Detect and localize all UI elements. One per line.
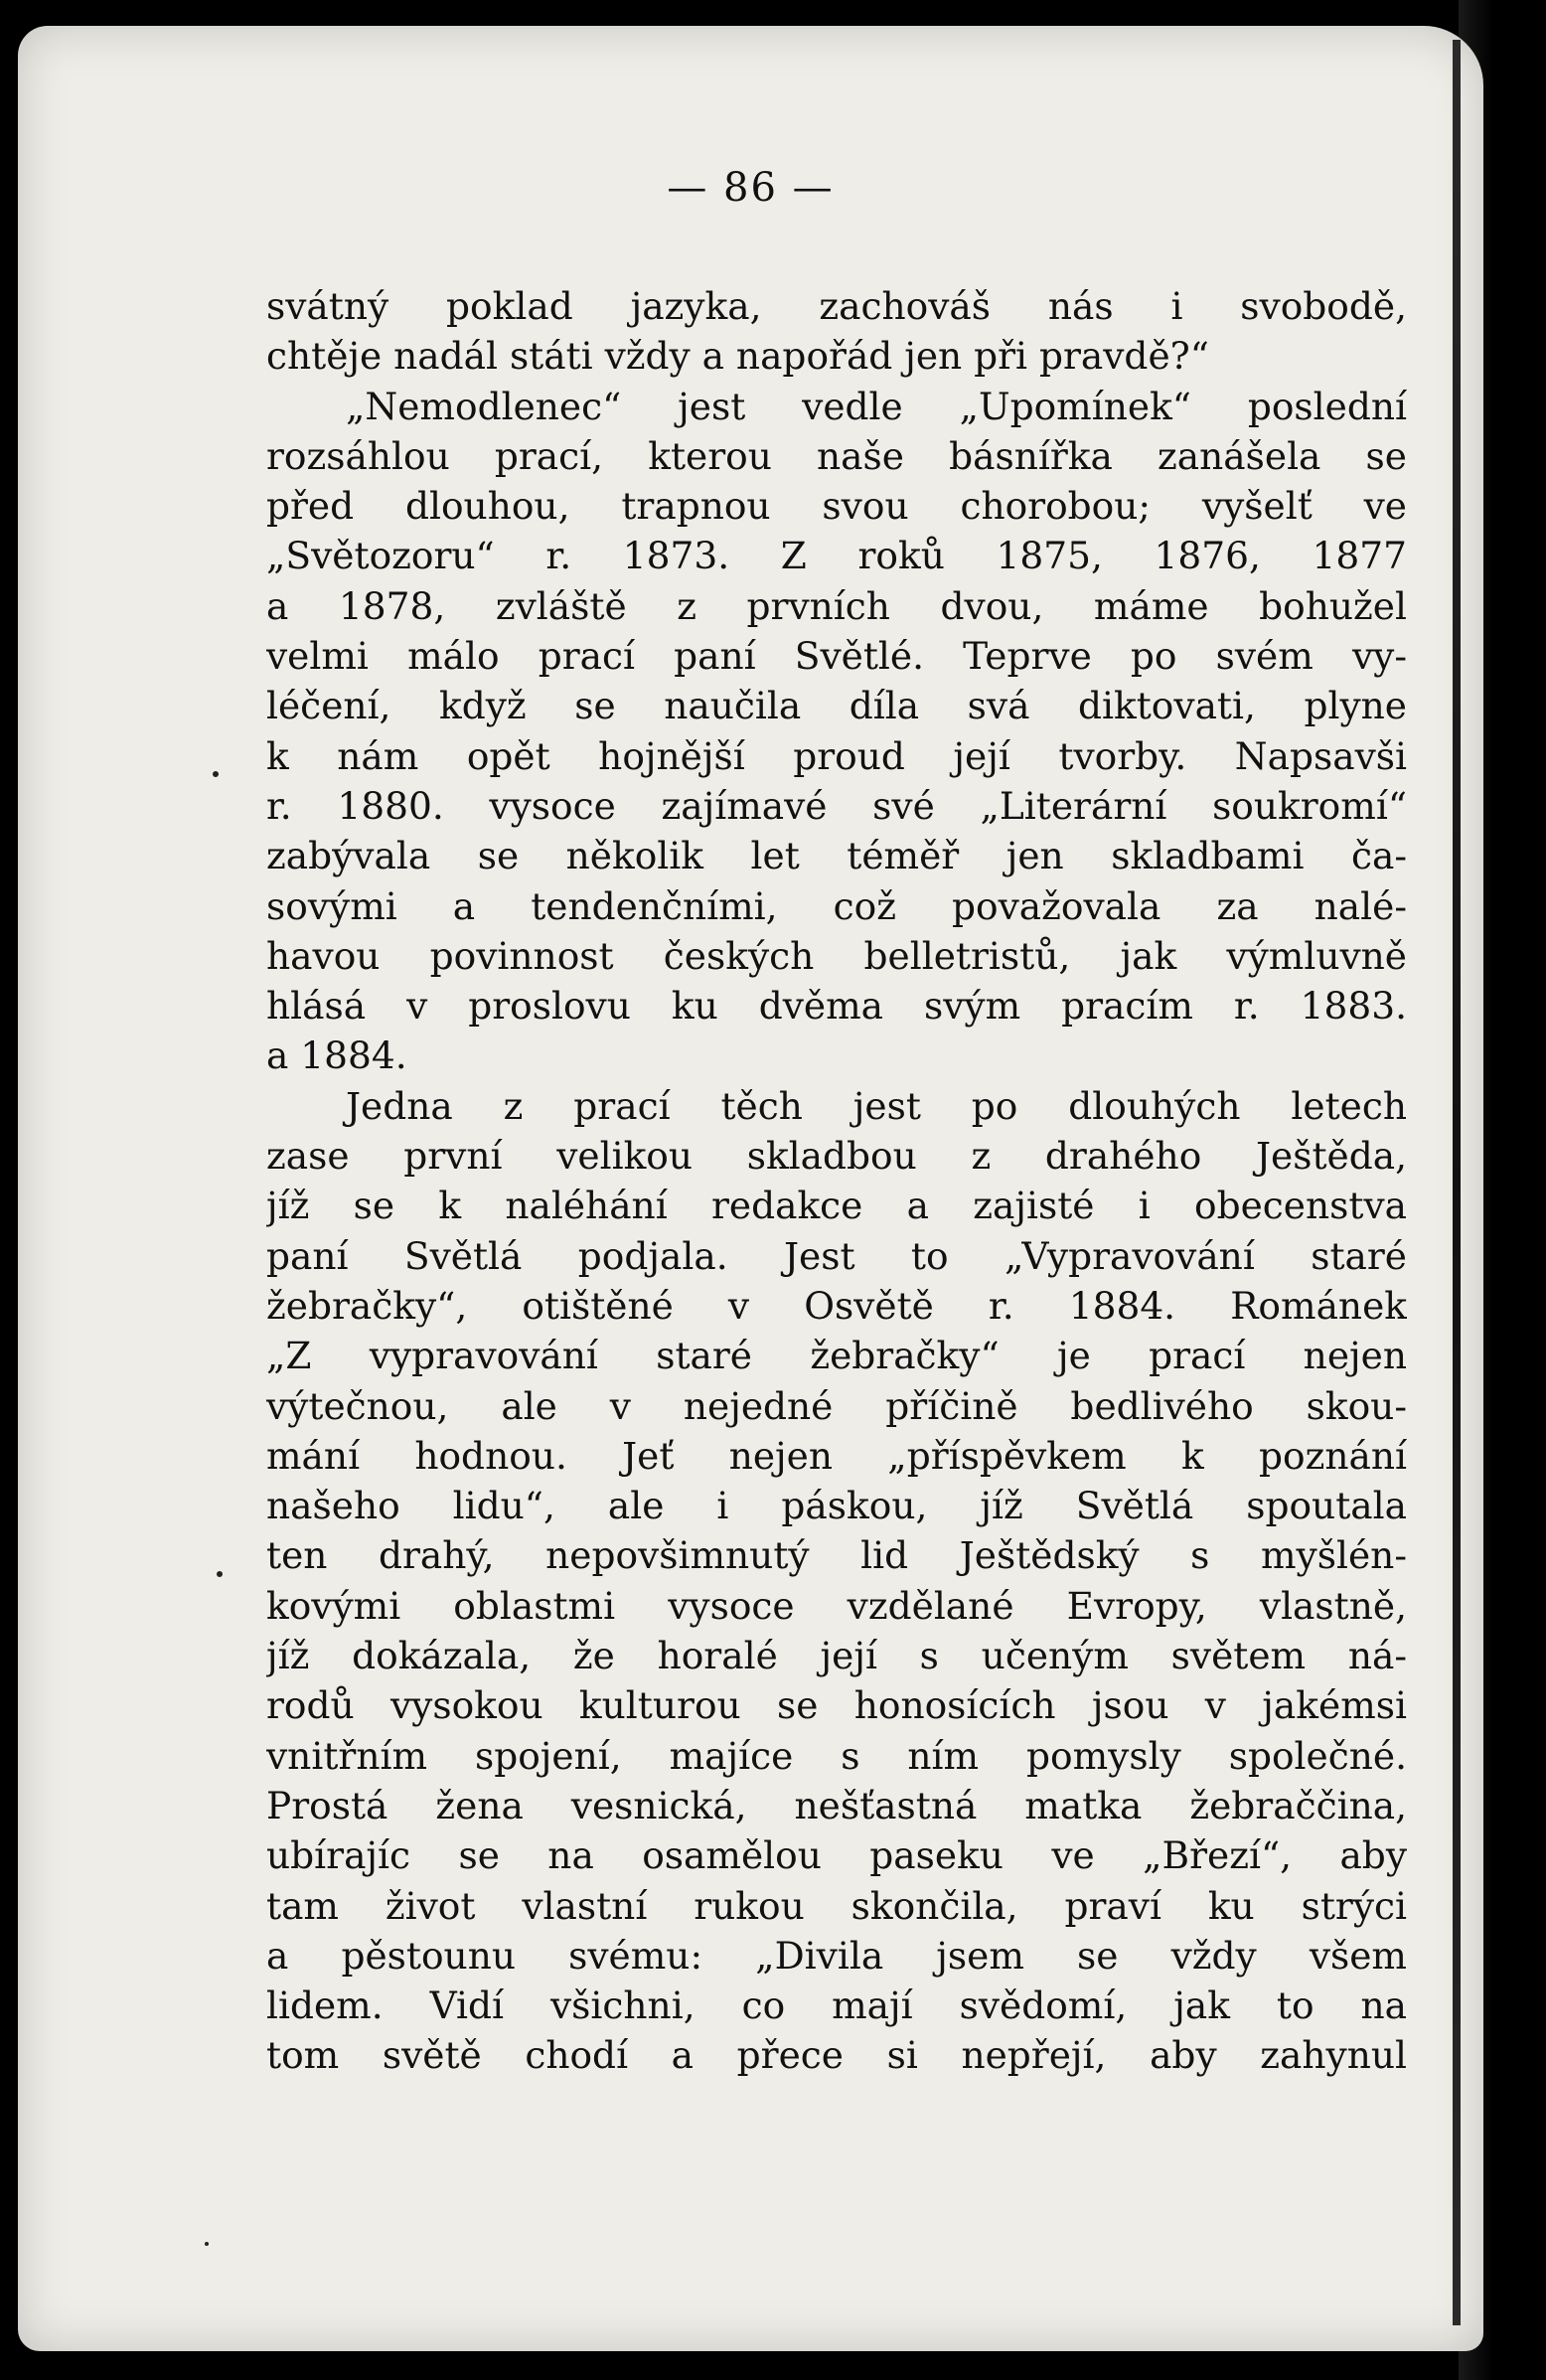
text-line: rodů vysokou kulturou se honosících jsou v jakémsi [266, 1683, 1407, 1728]
text-line: sovými a tendenčními, což považovala za nalé- [266, 883, 1407, 928]
text-line: ten drahý, nepovšimnutý lid Ještědský s myšlén- [266, 1533, 1407, 1578]
text-line: našeho lidu“, ale i páskou, jíž Světlá spoutala [266, 1484, 1407, 1528]
text-line: rozsáhlou prací, kterou naše básnířka zanášela se [266, 433, 1407, 478]
text-line: chtěje nadál státi vždy a napořád jen při pravdě?“ [266, 334, 1209, 379]
text-line: zase první velikou skladbou z drahého Ještěda, [266, 1134, 1407, 1179]
text-line: tam život vlastní rukou skončila, praví ku strýci [266, 1883, 1407, 1928]
text-line: svátný poklad jazyka, zachováš nás i svobodě, [266, 284, 1407, 328]
text-line: a 1884. [266, 1033, 407, 1078]
text-line: a 1878, zvláště z prvních dvou, máme bohužel [266, 583, 1407, 628]
text-line: k nám opět hojnější proud její tvorby. Napsavši [266, 733, 1407, 778]
text-line: před dlouhou, trapnou svou chorobou; vyšelť ve [266, 484, 1407, 529]
text-line: „Světozoru“ r. 1873. Z roků 1875, 1876, 1877 [266, 534, 1407, 578]
print-speck [213, 771, 219, 777]
text-line: výtečnou, ale v nejedné příčině bedlivého skou- [266, 1383, 1407, 1428]
body-text [266, 281, 1407, 2081]
text-line: r. 1880. vysoce zajímavé své „Literární soukromí“ [266, 783, 1407, 828]
text-line: hlásá v proslovu ku dvěma svým pracím r. 1883. [266, 984, 1407, 1029]
text-line: tom světě chodí a přece si nepřejí, aby zahynul [266, 2033, 1407, 2078]
text-line: kovými oblastmi vysoce vzdělané Evropy, vlastně, [266, 1583, 1407, 1628]
text-line: paní Světlá podjala. Jest to „Vypravování staré [266, 1233, 1407, 1278]
text-line: „Nemodlenec“ jest vedle „Upomínek“ poslední [346, 384, 1407, 428]
text-line: jíž se k naléhání redakce a zajisté i obecenstva [266, 1184, 1407, 1228]
text-line: léčení, když se naučila díla svá diktovati, plyne [266, 684, 1407, 728]
book-page [18, 26, 1483, 2351]
text-line: velmi málo prací paní Světlé. Teprve po svém vy- [266, 634, 1407, 679]
text-line: Jedna z prací těch jest po dlouhých letech [346, 1083, 1407, 1128]
print-speck [217, 1571, 223, 1577]
text-line: mání hodnou. Jeť nejen „příspěvkem k poznání [266, 1433, 1407, 1478]
text-line: Prostá žena vesnická, nešťastná matka žebraččina, [266, 1783, 1407, 1827]
text-line: vnitřním spojení, majíce s ním pomysly společné. [266, 1733, 1407, 1778]
text-line: jíž dokázala, že horalé její s učeným světem ná- [266, 1634, 1407, 1678]
text-line: „Z vypravování staré žebračky“ je prací nejen [266, 1334, 1407, 1378]
text-line: lidem. Vidí všichni, co mají svědomí, jak to na [266, 1983, 1407, 2028]
text-line: havou povinnost českých belletristů, jak výmluvně [266, 933, 1407, 978]
text-line: zabývala se několik let téměř jen skladbami ča- [266, 834, 1407, 878]
page-edge [1453, 40, 1461, 2325]
text-line: a pěstounu svému: „Divila jsem se vždy všem [266, 1933, 1407, 1978]
text-line: ubírajíc se na osamělou paseku ve „Březí“, aby [266, 1833, 1407, 1878]
text-line: žebračky“, otištěné v Osvětě r. 1884. Románek [266, 1283, 1407, 1328]
print-speck [205, 2242, 209, 2246]
page-number: — 86 — [667, 165, 835, 211]
